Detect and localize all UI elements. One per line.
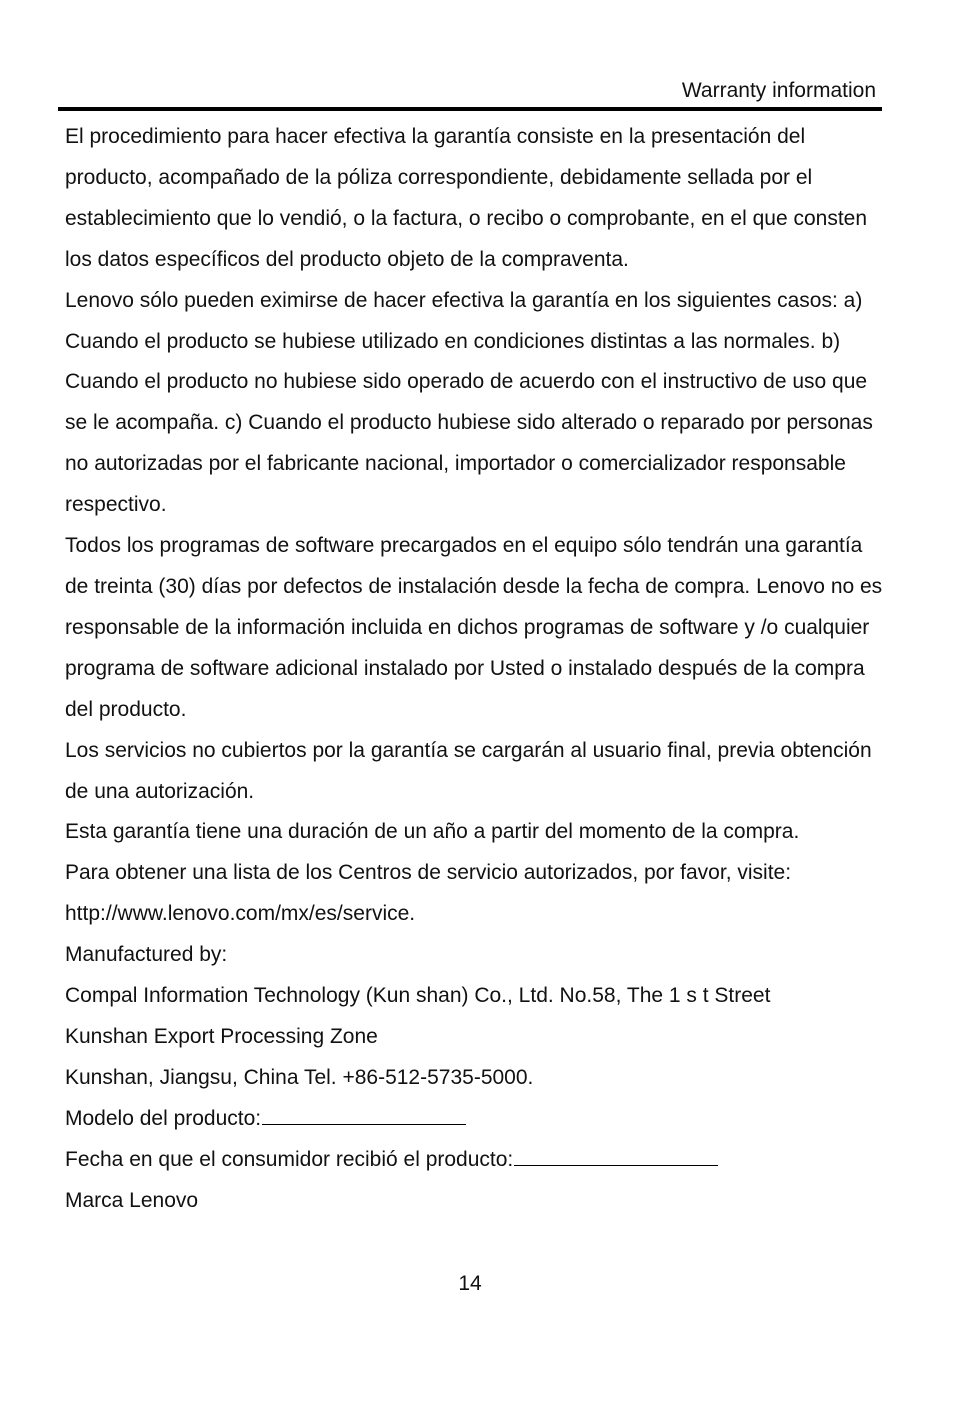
paragraph-warranty-exclusions: Lenovo sólo pueden eximirse de hacer efectiva la garantía en los siguientes casos: a) Cuando el producto se hubiese utilizado en condiciones distintas a las normales. b) Cuando el producto no hubiese sido operado de acuerdo con el instructivo de uso que se le acompaña. c) Cuando el producto hubiese sido alterado o reparado por personas no autorizadas por el fabricante nacional, importador o comercializador responsable respectivo. [65, 288, 873, 517]
date-field-blank [514, 1164, 718, 1166]
page-number: 14 [458, 1272, 482, 1295]
date-field-label: Fecha en que el consumidor recibió el producto: [65, 1147, 514, 1171]
date-field-row [65, 1140, 885, 1181]
manufacturer-heading: Manufactured by: [65, 943, 228, 967]
paragraph-uncovered-services: Los servicios no cubiertos por la garantía se cargarán al usuario final, previa obtención de una autorización. [65, 738, 872, 803]
manufacturer-address-line-1: Compal Information Technology (Kun shan) Co., Ltd. No.58, The 1 s t Street [65, 984, 771, 1008]
model-field-label: Modelo del producto: [65, 1106, 262, 1130]
header-rule [58, 107, 882, 111]
model-field-blank [262, 1123, 466, 1125]
paragraph-software-warranty: Todos los programas de software precargados en el equipo sólo tendrán una garantía de treinta (30) días por defectos de instalación desde la fecha de compra. Lenovo no es responsable de la información incluida en dichos programas de software y /o cualquier programa de software adicional instalado por Usted o instalado después de la compra del producto. [65, 534, 883, 721]
paragraph-service-centers: Para obtener una lista de los Centros de servicio autorizados, por favor, visite: http://www.lenovo.com/mx/es/service. [65, 861, 792, 926]
paragraph-warranty-duration: Esta garantía tiene una duración de un año a partir del momento de la compra. [65, 820, 800, 844]
paragraph-warranty-procedure: El procedimiento para hacer efectiva la garantía consiste en la presentación del producto, acompañado de la póliza correspondiente, debidamente sellada por el establecimiento que lo vendió, o la factura, o recibo o comprobante, en el que consten los datos específicos del producto objeto de la compraventa. [65, 125, 868, 271]
running-header: Warranty information [681, 79, 876, 102]
document-body [65, 117, 885, 1221]
manufacturer-address-line-2: Kunshan Export Processing Zone [65, 1024, 378, 1048]
manufacturer-address-line-3: Kunshan, Jiangsu, China Tel. +86-512-5735-5000. [65, 1065, 534, 1089]
model-field-row [65, 1099, 885, 1140]
brand-line: Marca Lenovo [65, 1188, 199, 1212]
